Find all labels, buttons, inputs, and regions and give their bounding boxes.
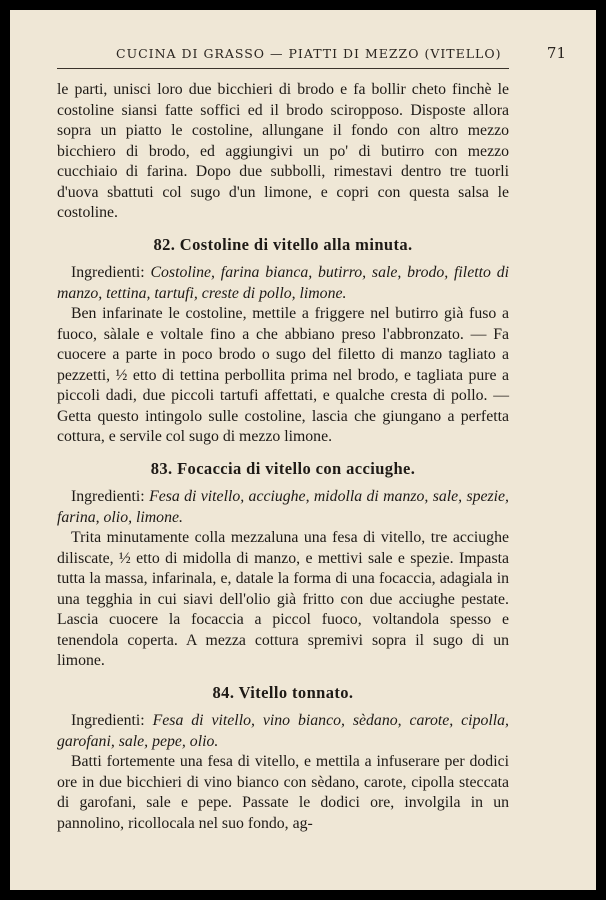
recipe-heading: 83. Focaccia di vitello con acciughe. — [150, 458, 416, 478]
recipe-ingredients — [57, 711, 509, 752]
ingredients-label: Ingredienti: — [71, 712, 153, 729]
recipe-text: Trita minutamente colla mezzaluna una fesa di vitello, tre acciughe diliscate, ½ etto di midolla di manzo, e mettivi sale e spezie. Impasta tutta la massa, infarinala, e, datale la forma di una focaccia, adagiala in una tegghia in cui siavi dell'olio già fritto con due acciughe pestate. Lascia cuocere la focaccia a piccol fuoco, voltandola spesso e tenendola coperta. A mezza cottura spremivi sopra il sugo di un limone. — [57, 529, 509, 669]
recipe-ingredients — [57, 487, 509, 528]
ingredients-list: Fesa di vitello, vino bianco, sèdano, carote, cipolla, garofani, sale, pepe, olio. — [57, 712, 509, 750]
book-page — [10, 10, 596, 890]
ingredients-list: Fesa di vitello, acciughe, midolla di manzo, sale, spezie, farina, olio, limone. — [57, 488, 509, 526]
recipe-text: Ben infarinate le costoline, mettile a friggere nel butirro già fuso a fuoco, sàlale e voltale fino a che abbiano preso l'abbronzato. — Fa cuocere a parte in poco brodo o sugo del filetto di manzo tagliato a pezzetti, ½ etto di tettina perbollita prima nel brodo, e tagliata pure a piccoli dadi, due piccoli tartufi affettati, e qualche cresta di pollo. — Getta questo intingolo sulle costoline, lascia che giungano a perfetta cottura, e servile col sugo di mezzo limone. — [57, 305, 509, 445]
page-body — [57, 80, 509, 834]
ingredients-list: Costoline, farina bianca, butirro, sale, brodo, filetto di manzo, tettina, tartufi, creste di pollo, limone. — [57, 264, 509, 302]
ingredients-label: Ingredienti: — [71, 264, 151, 281]
recipe-83 — [57, 459, 509, 672]
running-head — [100, 41, 566, 65]
ingredients-label: Ingredienti: — [71, 488, 150, 505]
recipe-ingredients — [57, 263, 509, 304]
header-rule — [57, 68, 509, 69]
running-head-title: CUCINA DI GRASSO — PIATTI DI MEZZO (VITELLO) — [116, 46, 502, 61]
recipe-text: Batti fortemente una fesa di vitello, e mettila a infuserare per dodici ore in due bicchieri di vino bianco con sèdano, carote, cipolla steccata di garofani, sale e pepe. Passate le dodici ore, involgila in un pannolino, ricollocala nel suo fondo, ag- — [57, 753, 509, 832]
intro-paragraph: le parti, unisci loro due bicchieri di brodo e fa bollir cheto finchè le costoline siansi fatte soffici ed il brodo sciropposo. Disposte allora sopra un piatto le costoline, allungane il fondo con altro mezzo bicchiero di brodo, ed aggiungivi un po' di butirro con mezzo cucchiaio di farina. Dopo due subbolli, rimestavi dentro tre tuorli d'uova sbattuti col sugo d'un limone, e copri con questa salsa le costoline. — [57, 81, 509, 221]
recipe-82 — [57, 235, 509, 448]
recipe-84 — [57, 683, 509, 835]
recipe-heading: 82. Costoline di vitello alla minuta. — [153, 234, 413, 254]
recipe-heading: 84. Vitello tonnato. — [212, 682, 354, 702]
page-number: 71 — [546, 44, 566, 62]
